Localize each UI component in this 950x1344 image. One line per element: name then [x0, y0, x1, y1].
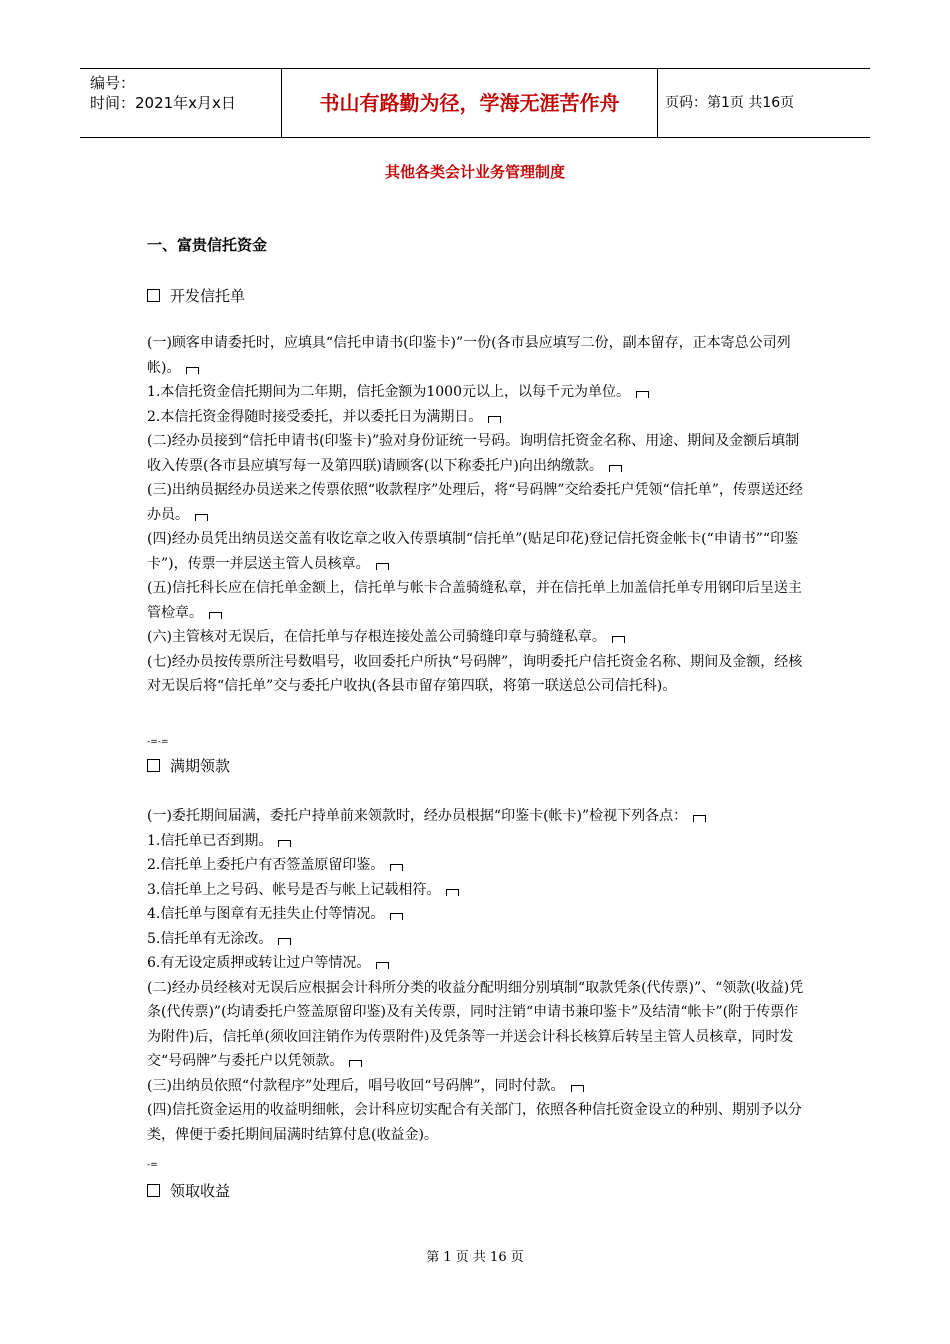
paragraph: 2.本信托资金得随时接受委托，并以委托日为满期日。 — [147, 405, 807, 430]
return-mark-icon — [446, 889, 459, 896]
page-info: 页码：第1页 共16页 — [665, 95, 795, 111]
paragraph: 2.信托单上委托户有否签盖原留印鉴。 — [147, 853, 807, 878]
checkbox-square-icon — [147, 759, 160, 772]
return-mark-icon — [636, 391, 649, 398]
return-mark-icon — [209, 612, 222, 619]
return-mark-icon — [609, 465, 622, 472]
document-title: 其他各类会计业务管理制度 — [384, 163, 565, 181]
return-mark-icon — [376, 962, 389, 969]
section-heading: 一、富贵信托资金 — [147, 236, 268, 254]
paragraph: (二)经办员经核对无误后应根据会计科所分类的收益分配明细分别填制“取款凭条(代传票)”、“领款(收益)凭条(代传票)”(均请委托户签盖原留印鉴)及有关传票，同时注销“申请书兼印鉴卡”及结清“帐卡”(附于传票作为附件)后，信托单(须收回注销作为传票附件)及凭条等一并送会计科长核算后转呈主管人员核章，同时发交“号码牌”与委托户以凭领款。 — [147, 979, 804, 1069]
paragraph: (五)信托科长应在信托单金额上，信托单与帐卡合盖骑缝私章，并在信托单上加盖信托单专用钢印后呈送主管检章。 — [147, 580, 802, 621]
header-left-cell — [80, 69, 282, 137]
paragraph: (二)经办员接到“信托申请书(印鉴卡)”验对身份证统一号码。询明信托资金名称、用途、期间及金额后填制收入传票(各市县应填写每一及第四联)请顾客(以下称委托户)向出纳缴款。 — [147, 433, 800, 474]
checkbox-square-icon — [147, 289, 160, 302]
subheading-1 — [147, 285, 245, 306]
return-mark-icon — [693, 815, 706, 822]
return-mark-icon — [488, 416, 501, 423]
header-table — [80, 68, 870, 138]
paragraph: (三)出纳员依照“付款程序”处理后，唱号收回“号码牌”，同时付款。 — [147, 1074, 807, 1099]
return-mark-icon — [186, 367, 199, 374]
paragraph: (四)信托资金运用的收益明细帐，会计科应切实配合有关部门，依照各种信托资金设立的种别、期别予以分类，俾便于委托期间届满时结算付息(收益金)。 — [147, 1102, 802, 1143]
paragraph: 5.信托单有无涂改。 — [147, 927, 807, 952]
subheading-2 — [147, 755, 230, 776]
number-label: 编号： — [90, 74, 136, 92]
paragraph: (三)出纳员据经办员送来之传票依照“收款程序”处理后，将“号码牌”交给委托户凭领“信托单”，传票送还经办员。 — [147, 482, 803, 523]
return-mark-icon — [612, 636, 625, 643]
paragraph: 1.信托单已否到期。 — [147, 829, 807, 854]
return-mark-icon — [278, 938, 291, 945]
paragraph-block-1 — [147, 331, 807, 699]
paragraph: 3.信托单上之号码、帐号是否与帐上记载相符。 — [147, 878, 807, 903]
subheading-3 — [147, 1180, 230, 1201]
motto: 书山有路勤为径，学海无涯苦作舟 — [282, 69, 658, 137]
subheading-1-label: 开发信托单 — [170, 287, 246, 305]
separator-mark: -=-= — [147, 737, 169, 747]
paragraph: (七)经办员按传票所注号数唱号，收回委托户所执“号码牌”，询明委托户信托资金名称、期间及金额，经核对无误后将“信托单”交与委托户收执(各县市留存第四联，将第一联送总公司信托科)。 — [147, 653, 803, 694]
checkbox-square-icon — [147, 1184, 160, 1197]
separator-mark: -= — [147, 1160, 158, 1170]
return-mark-icon — [278, 840, 291, 847]
paragraph-block-2 — [147, 804, 807, 1147]
return-mark-icon — [390, 864, 403, 871]
subheading-3-label: 领取收益 — [170, 1182, 231, 1200]
time-label: 时间：2021年x月x日 — [90, 94, 236, 112]
return-mark-icon — [376, 563, 389, 570]
paragraph: (一)委托期间届满，委托户持单前来领款时，经办员根据“印鉴卡(帐卡)”检视下列各点： — [147, 804, 807, 829]
return-mark-icon — [571, 1085, 584, 1092]
paragraph: 1.本信托资金信托期间为二年期，信托金额为1000元以上，以每千元为单位。 — [147, 380, 807, 405]
paragraph: 4.信托单与图章有无挂失止付等情况。 — [147, 902, 807, 927]
return-mark-icon — [195, 514, 208, 521]
paragraph: (四)经办员凭出纳员送交盖有收讫章之收入传票填制“信托单”(贴足印花)登记信托资金帐卡(“申请书”“印鉴卡”)，传票一并层送主管人员核章。 — [147, 531, 799, 572]
return-mark-icon — [349, 1060, 362, 1067]
paragraph: 6.有无设定质押或转让过户等情况。 — [147, 951, 807, 976]
return-mark-icon — [390, 913, 403, 920]
paragraph: (六)主管核对无误后，在信托单与存根连接处盖公司骑缝印章与骑缝私章。 — [147, 625, 807, 650]
subheading-2-label: 满期领款 — [170, 757, 231, 775]
page-footer: 第 1 页 共 16 页 — [426, 1250, 524, 1265]
paragraph: (一)顾客申请委托时，应填具“信托申请书(印鉴卡)”一份(各市县应填写二份，副本留存，正本寄总公司列帐)。 — [147, 335, 791, 376]
